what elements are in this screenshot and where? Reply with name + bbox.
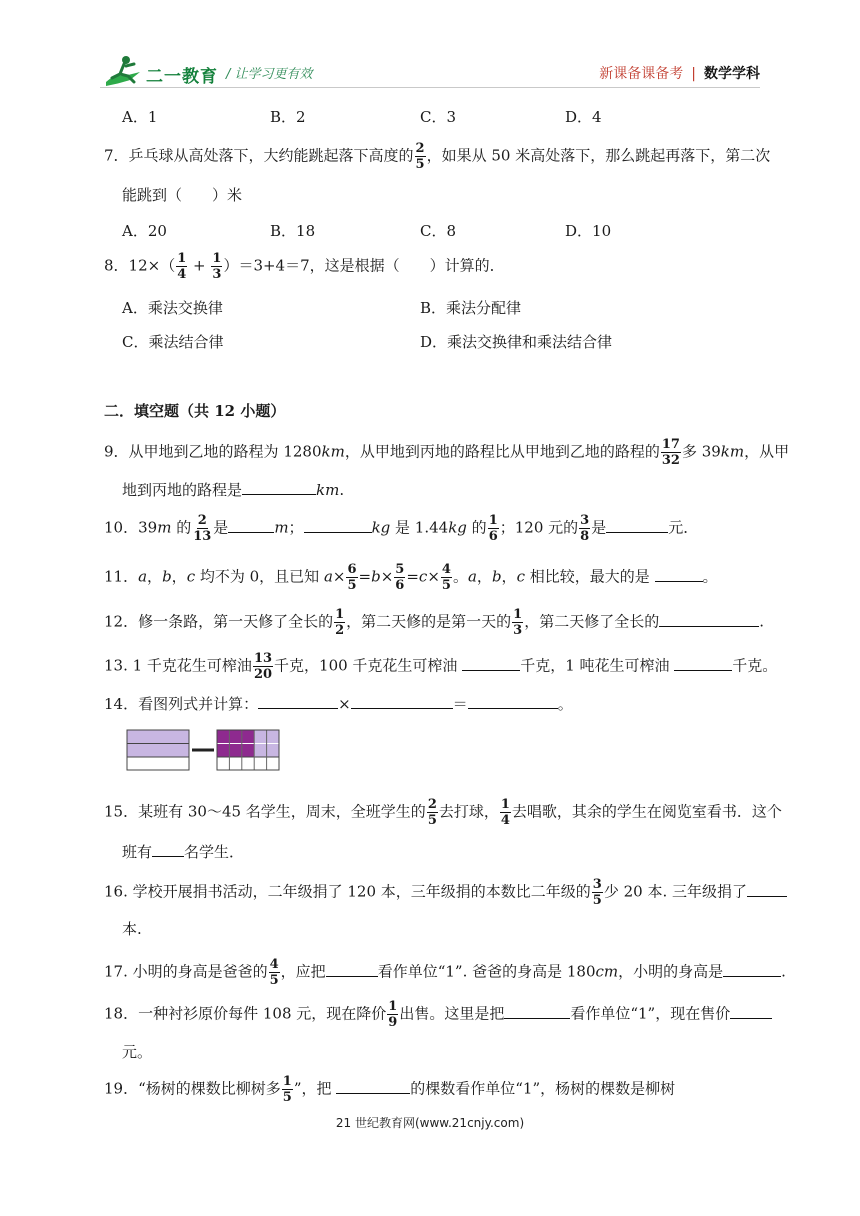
q8-option-d: D．乘法交换律和乘法结合律	[420, 333, 613, 351]
q18-text: 18．一种衬衫原价每件 108 元，现在降价	[104, 1004, 387, 1023]
question-15-line-2	[122, 841, 244, 862]
question-16-line-1	[104, 878, 787, 907]
q12-text: ，第二天修的是第一天的	[346, 612, 512, 631]
q11-text: ，	[501, 567, 517, 586]
fraction	[269, 958, 280, 987]
question-17	[104, 958, 786, 987]
q10-text: 是 1.44	[390, 518, 449, 537]
answer-blank[interactable]	[258, 694, 338, 709]
fraction-diagram	[126, 728, 282, 778]
numerator: 2	[427, 797, 437, 812]
q6-option-d: D．4	[565, 108, 602, 126]
q13-text: 13. 1 千克花生可榨油	[104, 656, 252, 675]
fraction	[579, 514, 590, 543]
variable: a	[138, 567, 148, 586]
q16-text: 少 20 本. 三年级捐了	[603, 882, 748, 901]
answer-blank[interactable]	[723, 962, 781, 977]
variable: b	[491, 567, 502, 586]
q11-text: 。	[702, 567, 718, 586]
header-right	[599, 63, 760, 83]
equals-sign: =	[358, 567, 372, 586]
denominator: 5	[427, 813, 437, 828]
unit: m	[157, 518, 172, 537]
unit: km	[316, 481, 340, 499]
header-course-text: 新课备课备考	[599, 66, 684, 82]
q10-text: 是	[591, 518, 607, 537]
times-sign: ×	[380, 567, 394, 586]
equals-sign: ＝	[452, 695, 468, 713]
question-15-line-1	[104, 798, 782, 827]
q7-option-d: D．10	[565, 222, 612, 240]
variable: c	[186, 567, 196, 586]
unit: kg	[448, 518, 467, 537]
q8-option-a: A．乘法交换律	[122, 299, 223, 317]
variable: a	[467, 567, 477, 586]
answer-blank[interactable]	[730, 1004, 772, 1019]
q15-text: 15．某班有 30～45 名学生，周末，全班学生的	[104, 802, 426, 821]
q7-text-2: ，如果从 50 米高处落下，那么跳起再落下，第二次	[426, 146, 771, 165]
answer-blank[interactable]	[504, 1004, 570, 1019]
variable: b	[371, 567, 381, 586]
denominator: 32	[661, 453, 680, 468]
answer-blank[interactable]	[228, 518, 274, 533]
denominator: 5	[347, 578, 357, 593]
fraction	[192, 514, 212, 543]
question-9-line-2	[122, 479, 344, 500]
q14-text: 14．看图列式并计算：	[104, 695, 259, 713]
denominator: 9	[388, 1015, 398, 1030]
q9-text-4: ，从甲	[744, 442, 790, 461]
fraction	[592, 878, 603, 907]
q19-text: 19．“杨树的棵数比柳树多	[104, 1079, 281, 1098]
denominator: 3	[513, 623, 523, 638]
numerator: 5	[395, 562, 405, 577]
q11-text: 均不为 0，且已知	[195, 567, 324, 586]
unit: km	[720, 442, 745, 461]
numerator: 3	[580, 513, 590, 528]
fraction	[387, 1000, 398, 1029]
q16-text: 16. 学校开展捐书活动，二年级捐了 120 本，三年级捐的本数比二年级的	[104, 882, 591, 901]
denominator: 2	[335, 623, 345, 638]
q10-text: 是	[213, 518, 229, 537]
q9-text-2: ，从甲地到丙地的路程比从甲地到乙地的路程的	[344, 442, 660, 461]
q7-option-b: B．18	[270, 222, 316, 240]
q11-text: 相比较，最大的是	[524, 567, 655, 586]
fraction	[176, 252, 187, 281]
fraction	[661, 438, 681, 467]
numerator: 1	[212, 251, 222, 266]
unit: km	[321, 442, 345, 461]
denominator: 5	[269, 973, 279, 988]
answer-blank[interactable]	[747, 882, 787, 897]
q19-text: 的棵数看作单位“1”，杨树的棵数是柳树	[410, 1079, 676, 1098]
q19-text: ”，把	[293, 1079, 337, 1098]
numerator: 13	[253, 651, 273, 666]
numerator: 1	[488, 513, 498, 528]
section-title: 二．填空题（共 12 小题）	[104, 402, 286, 420]
q11-text: ，	[171, 567, 187, 586]
q15-text: 去打球，	[438, 802, 499, 821]
answer-blank[interactable]	[674, 656, 732, 671]
header-separator: |	[691, 66, 696, 82]
denominator: 5	[282, 1090, 292, 1105]
denominator: 4	[500, 813, 510, 828]
variable: c	[418, 567, 428, 586]
question-7-line-1	[104, 142, 770, 171]
q12-text: ，第二天修了全长的	[524, 612, 660, 631]
unit: cm	[595, 962, 619, 981]
numerator: 1	[388, 999, 398, 1014]
q7-option-c: C．8	[420, 222, 457, 240]
question-11	[104, 563, 718, 592]
numerator: 4	[441, 562, 451, 577]
q8-text-2: ）＝3+4＝7，这是根据（ ）计算的．	[223, 256, 505, 275]
numerator: 4	[269, 957, 279, 972]
answer-blank[interactable]	[659, 612, 759, 627]
q13-text: 千克。	[732, 656, 778, 675]
fraction	[512, 608, 523, 637]
q13-text: 千克，1 吨花生可榨油	[520, 656, 675, 675]
denominator: 6	[488, 529, 498, 544]
question-13	[104, 652, 777, 681]
denominator: 5	[441, 578, 451, 593]
q18-text: 看作单位“1”，现在售价	[570, 1004, 731, 1023]
answer-blank[interactable]	[462, 656, 520, 671]
numerator: 6	[347, 562, 357, 577]
q11-text: 11．	[104, 567, 139, 586]
unit: kg	[371, 518, 391, 537]
times-sign: ×	[332, 567, 346, 586]
question-9-line-1	[104, 438, 789, 467]
denominator: 5	[592, 893, 602, 908]
times-sign: ×	[338, 695, 351, 713]
answer-blank[interactable]	[655, 567, 703, 582]
numerator: 3	[592, 877, 602, 892]
answer-blank[interactable]	[336, 1079, 410, 1094]
page-footer: 21 世纪教育网(www.21cnjy.com)	[335, 1116, 525, 1130]
q6-option-c: C．3	[420, 108, 457, 126]
answer-blank[interactable]	[304, 518, 372, 533]
q9-text-3: 多 39	[681, 442, 721, 461]
q17-text: 看作单位“1”. 爸爸的身高是 180	[377, 962, 596, 981]
q9-text-1: 9．从甲地到乙地的路程为 1280	[104, 442, 322, 461]
q18-text: 出售。这里是把	[399, 1004, 505, 1023]
q6-option-b: B．2	[270, 108, 306, 126]
q8-option-c: C．乘法结合律	[122, 333, 224, 351]
q14-text: 。	[557, 695, 573, 713]
plus-sign: +	[193, 256, 206, 275]
logo-text: 二一教育	[146, 67, 218, 87]
answer-blank[interactable]	[152, 842, 184, 857]
q7-text-1: 7．乒乓球从高处落下，大约能跳起落下高度的	[104, 146, 414, 165]
numerator: 2	[415, 141, 425, 156]
numerator: 1	[282, 1074, 292, 1089]
q12-text: .	[759, 612, 764, 631]
numerator: 2	[197, 513, 207, 528]
slogan: / 让学习更有效	[226, 67, 313, 82]
fraction	[427, 798, 438, 827]
question-7-line-2: 能跳到（ ）米	[122, 186, 243, 204]
q10-text: 的	[171, 518, 192, 537]
q10-text: ；120 元的	[499, 518, 579, 537]
question-14	[104, 693, 573, 714]
variable: b	[162, 567, 172, 586]
denominator: 5	[415, 157, 425, 172]
unit: m	[274, 518, 289, 537]
fraction	[346, 563, 357, 592]
numerator: 1	[513, 607, 523, 622]
times-sign: ×	[427, 567, 440, 586]
q10-text: ；	[288, 518, 304, 537]
variable: a	[323, 567, 333, 586]
q17-text: 17. 小明的身高是爸爸的	[104, 962, 268, 981]
question-19	[104, 1075, 675, 1104]
answer-blank[interactable]	[326, 962, 378, 977]
q17-text: ，小明的身高是	[618, 962, 724, 981]
q10-text: 10．39	[104, 518, 158, 537]
q17-text: ，应把	[280, 962, 326, 981]
logo-icon	[100, 52, 146, 92]
q8-option-b: B．乘法分配律	[420, 299, 522, 317]
q15-text: 班有	[122, 843, 153, 861]
fraction	[253, 652, 273, 681]
q6-option-a: A．1	[122, 108, 158, 126]
q13-text: 千克，100 千克花生可榨油	[274, 656, 463, 675]
answer-blank[interactable]	[606, 518, 668, 533]
answer-blank[interactable]	[468, 694, 558, 709]
fraction	[488, 514, 499, 543]
fraction	[394, 563, 405, 592]
fraction	[441, 563, 452, 592]
equals-sign: =	[406, 567, 419, 586]
fraction	[334, 608, 345, 637]
question-18-line-1	[104, 1000, 772, 1029]
question-8	[104, 252, 505, 281]
q15-text: 去唱歌，其余的学生在阅览室看书．这个	[511, 802, 782, 821]
q9-text-6: .	[339, 481, 345, 499]
q7-option-a: A．20	[122, 222, 167, 240]
answer-blank[interactable]	[242, 480, 316, 495]
q10-text: 的	[466, 518, 487, 537]
header-subject: 数学学科	[704, 66, 760, 82]
header-divider	[100, 87, 760, 88]
fraction	[211, 252, 222, 281]
numerator: 17	[661, 437, 680, 452]
fraction	[500, 798, 511, 827]
q15-text: 名学生．	[184, 843, 245, 861]
numerator: 1	[335, 607, 345, 622]
q12-text: 12．修一条路，第一天修了全长的	[104, 612, 334, 631]
fraction	[282, 1075, 293, 1104]
q17-text: .	[781, 962, 786, 981]
denominator: 4	[177, 267, 187, 282]
denominator: 3	[212, 267, 222, 282]
q11-text: 。	[452, 567, 468, 586]
denominator: 20	[253, 667, 273, 682]
numerator: 1	[500, 797, 510, 812]
q9-text-5: 地到丙地的路程是	[122, 481, 243, 499]
question-10	[104, 514, 698, 543]
q11-text: ，	[476, 567, 492, 586]
fraction	[415, 142, 426, 171]
q10-text: 元．	[668, 518, 699, 537]
question-12	[104, 608, 764, 637]
denominator: 8	[580, 529, 590, 544]
denominator: 13	[193, 529, 212, 544]
question-16-line-2: 本.	[122, 920, 142, 938]
q11-text: ，	[147, 567, 163, 586]
q8-text-1: 8．12×（	[104, 256, 176, 275]
variable: c	[516, 567, 525, 586]
answer-blank[interactable]	[351, 694, 453, 709]
denominator: 6	[395, 578, 405, 593]
numerator: 1	[177, 251, 187, 266]
question-18-line-2: 元。	[122, 1043, 153, 1061]
